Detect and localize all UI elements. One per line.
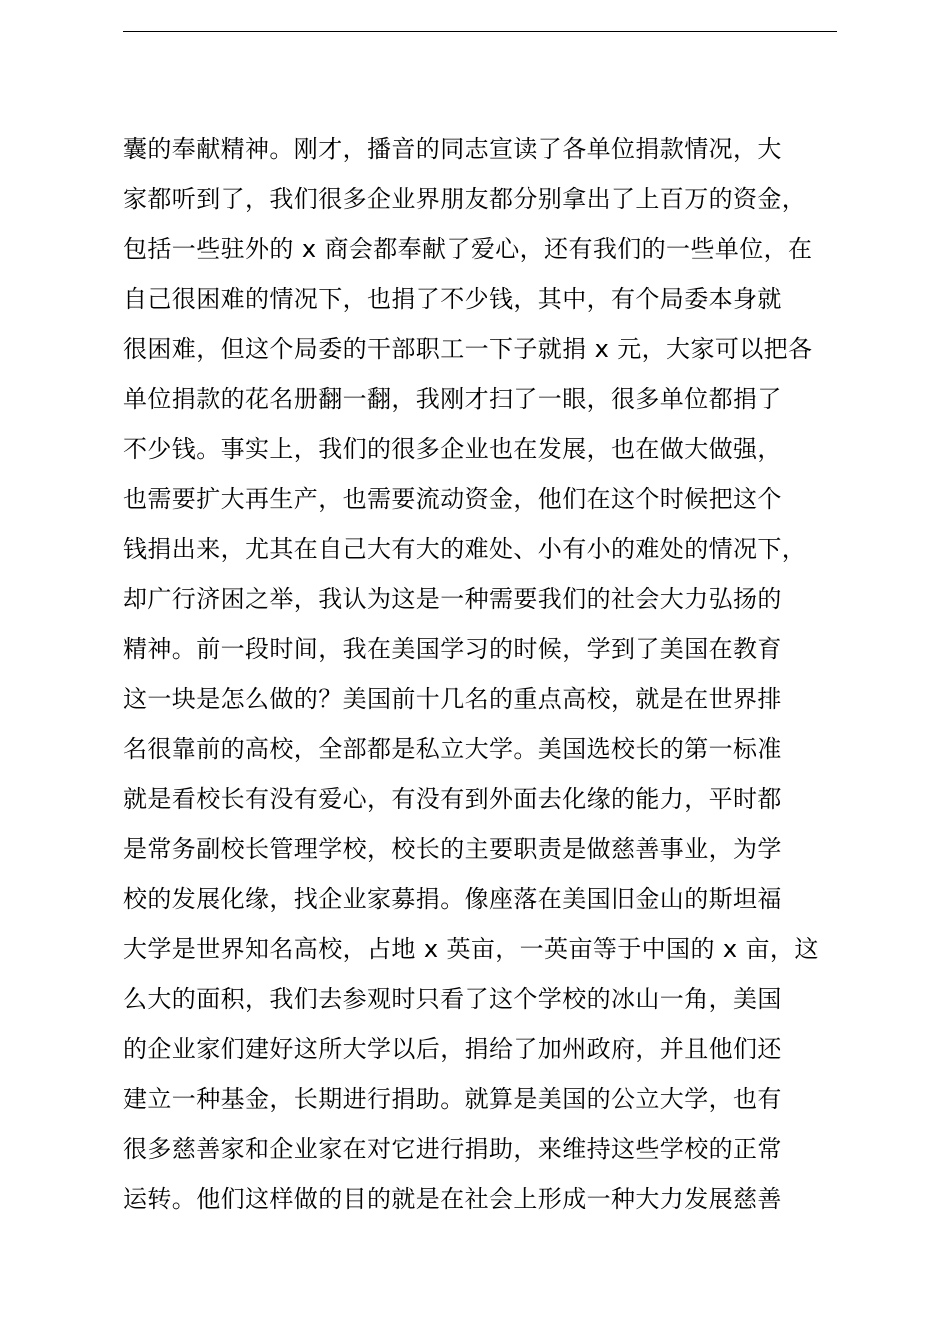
text-line: 包括一些驻外的 x 商会都奉献了爱心，还有我们的一些单位，在 — [123, 235, 813, 263]
text-line: 建立一种基金，长期进行捐助。就算是美国的公立大学，也有 — [123, 1085, 782, 1113]
text-line: 是常务副校长管理学校，校长的主要职责是做慈善事业，为学 — [123, 835, 782, 863]
text-line: 这一块是怎么做的？美国前十几名的重点高校，就是在世界排 — [123, 685, 782, 713]
text-line: 的企业家们建好这所大学以后，捐给了加州政府，并且他们还 — [123, 1035, 782, 1063]
body-text — [123, 124, 883, 1224]
text-line: 自己很困难的情况下，也捐了不少钱，其中，有个局委本身就 — [123, 285, 782, 313]
text-line: 么大的面积，我们去参观时只看了这个学校的冰山一角，美国 — [123, 985, 782, 1013]
text-line: 也需要扩大再生产，也需要流动资金，他们在这个时候把这个 — [123, 485, 782, 513]
text-line: 名很靠前的高校，全部都是私立大学。美国选校长的第一标准 — [123, 735, 782, 763]
text-line: 大学是世界知名高校，占地 x 英亩，一英亩等于中国的 x 亩，这 — [123, 935, 819, 963]
text-line: 运转。他们这样做的目的就是在社会上形成一种大力发展慈善 — [123, 1185, 782, 1213]
text-line: 囊的奉献精神。刚才，播音的同志宣读了各单位捐款情况，大 — [123, 135, 782, 163]
text-line: 钱捐出来，尤其在自己大有大的难处、小有小的难处的情况下， — [123, 535, 807, 563]
text-line: 很多慈善家和企业家在对它进行捐助，来维持这些学校的正常 — [123, 1135, 782, 1163]
text-line: 单位捐款的花名册翻一翻，我刚才扫了一眼，很多单位都捐了 — [123, 385, 782, 413]
text-line: 精神。前一段时间，我在美国学习的时候，学到了美国在教育 — [123, 635, 782, 663]
header-rule — [123, 31, 837, 32]
text-line: 校的发展化缘，找企业家募捐。像座落在美国旧金山的斯坦福 — [123, 885, 782, 913]
text-line: 就是看校长有没有爱心，有没有到外面去化缘的能力，平时都 — [123, 785, 782, 813]
text-line: 却广行济困之举，我认为这是一种需要我们的社会大力弘扬的 — [123, 585, 782, 613]
text-line: 家都听到了，我们很多企业界朋友都分别拿出了上百万的资金， — [123, 185, 807, 213]
text-line: 很困难，但这个局委的干部职工一下子就捐 x 元，大家可以把各 — [123, 335, 813, 363]
text-line: 不少钱。事实上，我们的很多企业也在发展，也在做大做强， — [123, 435, 782, 463]
